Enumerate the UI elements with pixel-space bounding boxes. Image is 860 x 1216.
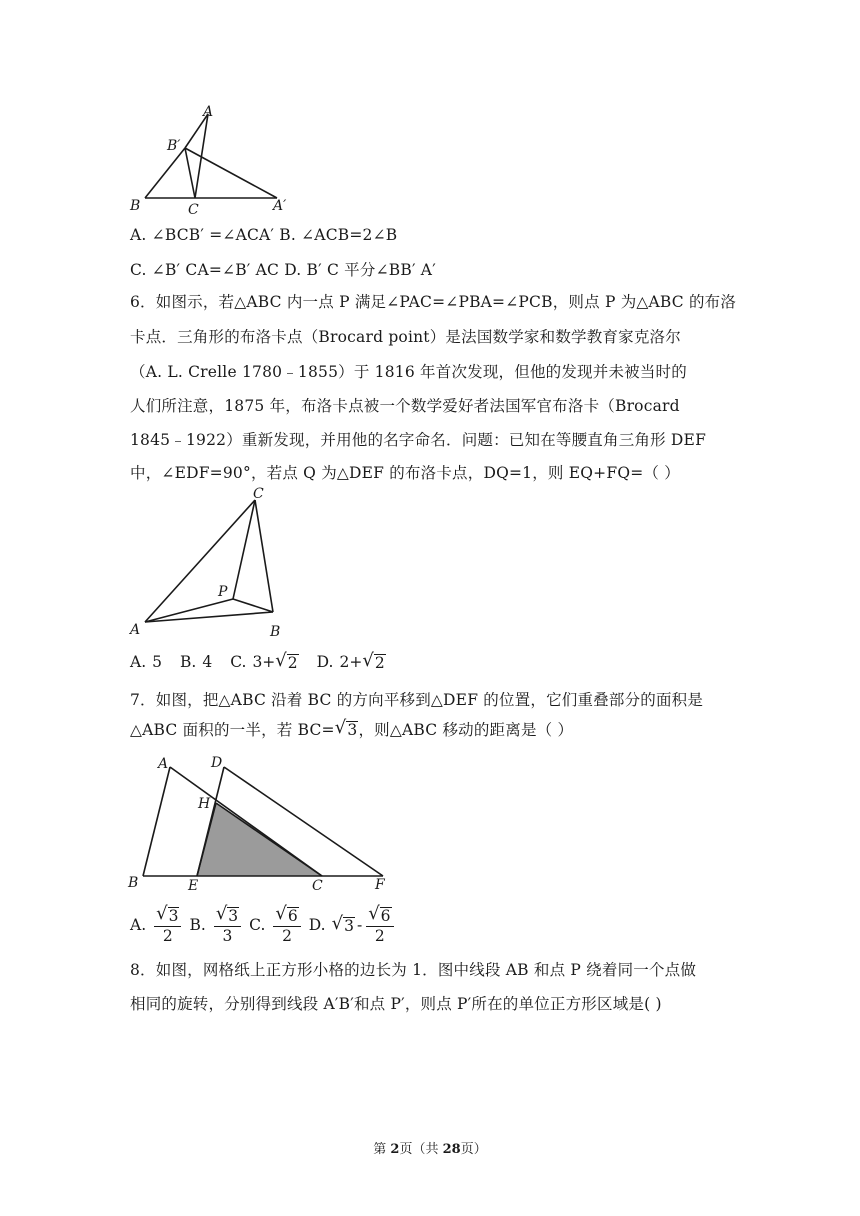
q6-label-P: P — [218, 584, 228, 600]
q6-line-6: 中，∠EDF=90°，若点 Q 为△DEF 的布洛卡点，DQ=1，则 EQ+FQ=（ ） — [130, 464, 680, 482]
q6-option-c-radicand: 2 — [287, 654, 298, 672]
q7-option-b-label: B. — [189, 915, 206, 934]
footer-total-pages: 28 — [442, 1142, 461, 1157]
q6-option-d-sqrt: √ 2 — [362, 650, 385, 672]
q7-option-c-fraction: √ 6 2 — [273, 904, 300, 945]
q6-option-d-prefix: 2+ — [339, 653, 363, 671]
q6-line-3: （A. L. Crelle 1780﹣1855）于 1816 年首次发现，但他的发现并未被当时的 — [130, 363, 687, 381]
q7-option-d-fraction: √ 6 2 — [366, 904, 393, 945]
q6-line-4: 人们所注意，1875 年，布洛卡点被一个数学爱好者法国军官布洛卡（Brocard — [130, 397, 680, 415]
q7-option-a-label: A. — [130, 915, 147, 934]
q7-line-2 — [130, 718, 573, 740]
q7-option-d-minus: - — [356, 915, 363, 934]
q5-label-C: C — [188, 202, 199, 218]
q7-option-b-denominator: 3 — [222, 927, 233, 945]
q7-bc-radicand: 3 — [347, 721, 358, 739]
q6-line-5: 1845﹣1922）重新发现，并用他的名字命名．问题：已知在等腰直角三角形 DEF — [130, 431, 707, 449]
q6-option-c-label: C. — [230, 653, 247, 671]
q5-label-B: B — [130, 198, 141, 214]
q7-label-E: E — [188, 878, 199, 894]
q6-option-d-label: D. — [316, 653, 334, 671]
q7-label-A: A — [158, 756, 169, 772]
q7-label-H: H — [198, 796, 211, 812]
q7-option-d-denominator: 2 — [374, 927, 385, 945]
q7-option-c-denominator: 2 — [282, 927, 293, 945]
q7-option-a-fraction: √ 3 2 — [154, 904, 181, 945]
q6-option-a-value: 5 — [152, 653, 162, 671]
q7-option-d — [309, 904, 396, 945]
footer-post: 页） — [460, 1142, 487, 1157]
q6-option-b-label: B. — [180, 653, 197, 671]
q6-option-d-radicand: 2 — [374, 654, 385, 672]
q7-option-a-radicand: 3 — [168, 907, 179, 925]
q7-label-B: B — [128, 875, 139, 891]
q6-label-C: C — [253, 486, 264, 502]
q5-label-Ap: A′ — [273, 198, 287, 214]
q6-option-d — [317, 652, 386, 672]
q7-option-c — [249, 904, 303, 945]
q6-option-b — [180, 653, 212, 671]
q7-option-b — [189, 904, 243, 945]
q7-option-d-label: D. — [308, 915, 326, 934]
q7-option-a-denominator: 2 — [162, 927, 173, 945]
q6-option-c-sqrt: √ 2 — [275, 650, 298, 672]
q6-label-A: A — [130, 622, 141, 638]
footer-page-number: 2 — [390, 1142, 400, 1157]
q7-options — [130, 904, 414, 945]
q5-options-row2: C. ∠B′ CA=∠B′ AC D. B′ C 平分∠BB′ A′ — [130, 261, 436, 279]
q7-option-c-label: C. — [249, 915, 266, 934]
q5-label-A: A — [203, 104, 214, 120]
q7-line-2-post: ，则△ABC 移动的距离是（ ） — [358, 721, 574, 739]
q7-bc-sqrt: √ 3 — [334, 717, 358, 739]
q5-label-Bp: B′ — [167, 138, 181, 154]
footer-pre: 第 — [373, 1142, 391, 1157]
q6-option-c — [230, 652, 298, 672]
q6-option-a-label: A. — [130, 653, 147, 671]
q6-label-B: B — [270, 624, 281, 640]
q6-options — [130, 652, 404, 672]
q7-line-2-pre: △ABC 面积的一半，若 BC= — [130, 721, 335, 739]
q6-line-2: 卡点．三角形的布洛卡点（Brocard point）是法国数学家和数学教育家克洛尔 — [130, 328, 681, 346]
q6-option-b-value: 4 — [202, 653, 213, 671]
q8-line-2: 相同的旋转，分别得到线段 A′B′和点 P′，则点 P′所在的单位正方形区域是( ) — [130, 995, 662, 1013]
q7-figure — [125, 754, 395, 894]
q7-label-C: C — [312, 878, 323, 894]
q7-option-d-sqrt: √ 3 — [331, 912, 354, 935]
q7-option-d-frac-radicand: 6 — [380, 907, 391, 925]
q7-label-D: D — [211, 755, 223, 771]
footer-mid: 页（共 — [399, 1142, 443, 1157]
q5-options-row1: A. ∠BCB′ =∠ACA′ B. ∠ACB=2∠B — [130, 226, 398, 244]
q5-figure — [125, 98, 295, 218]
q6-figure — [125, 486, 295, 646]
q7-option-b-fraction: √ 3 3 — [214, 904, 241, 945]
q6-option-c-prefix: 3+ — [252, 653, 276, 671]
q7-option-c-radicand: 6 — [287, 907, 298, 925]
q7-option-b-radicand: 3 — [228, 907, 239, 925]
q7-option-d-radicand: 3 — [344, 916, 354, 935]
q8-line-1: 8．如图，网格纸上正方形小格的边长为 1．图中线段 AB 和点 P 绕着同一个点做 — [130, 961, 697, 979]
q7-option-a — [130, 904, 183, 945]
q6-line-1: 6．如图示，若△ABC 内一点 P 满足∠PAC=∠PBA=∠PCB，则点 P 为△ABC 的布洛 — [130, 293, 737, 311]
q7-label-F: F — [375, 877, 385, 893]
q7-line-1: 7．如图，把△ABC 沿着 BC 的方向平移到△DEF 的位置，它们重叠部分的面积是 — [130, 691, 704, 709]
page-footer — [0, 1138, 860, 1157]
q6-option-a — [130, 653, 162, 671]
